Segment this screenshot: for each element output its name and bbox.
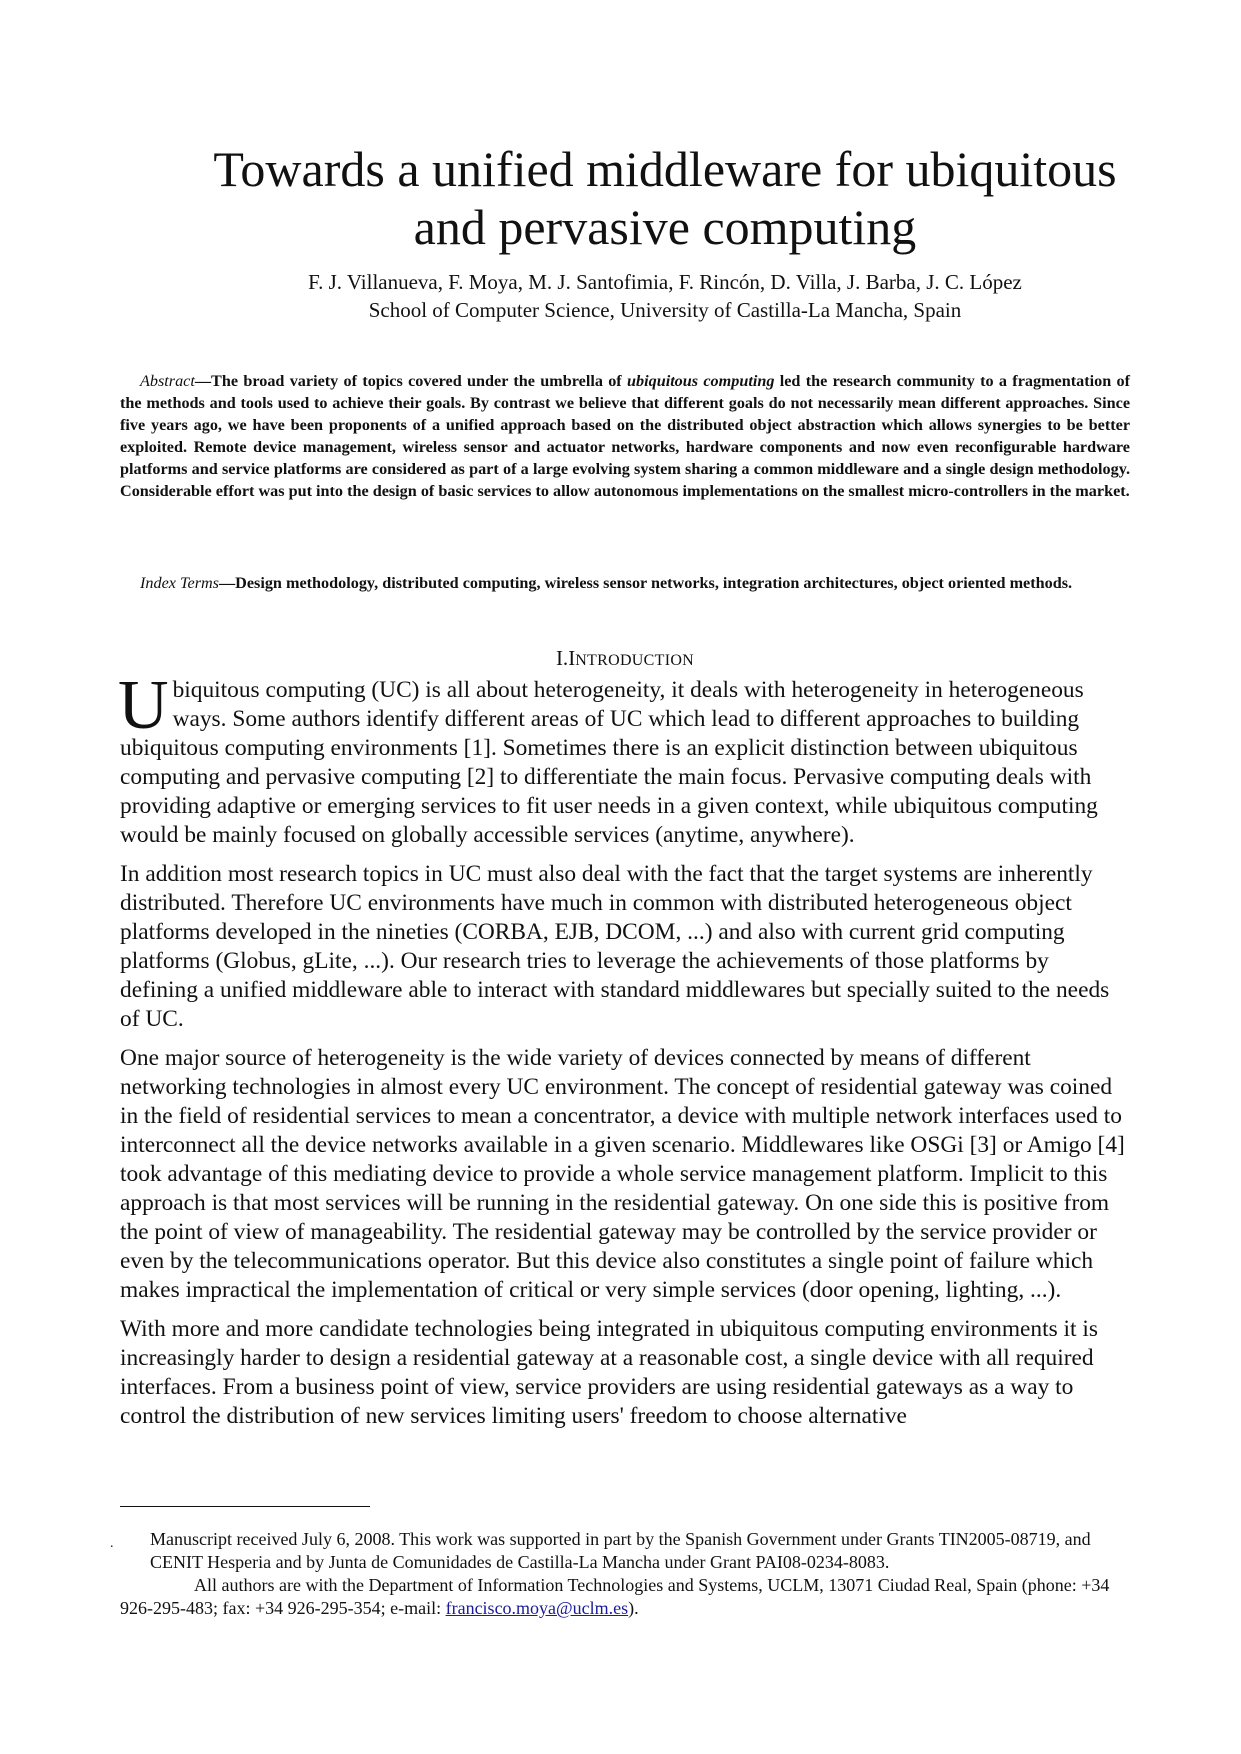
footnotes <box>110 1528 1130 1620</box>
footnote-2-text: All authors are with the Department of Information Technologies and Systems, UCLM, 13071 Ciudad Real, Spain (phone: +34 926-295-483; fax: +34 926-295-354; e-mail: <box>120 1575 1110 1618</box>
title-line-2: and pervasive computing <box>413 199 917 255</box>
footnote-marker: . <box>110 1536 114 1551</box>
footnote-2-end: ). <box>628 1598 639 1618</box>
section-title-rest: NTRODUCTION <box>575 652 695 669</box>
title-line-1: Towards a unified middleware for ubiquitous <box>213 141 1117 197</box>
abstract-dash: — <box>194 372 212 390</box>
paragraph-3: One major source of heterogeneity is the wide variety of devices connected by means of different networking technologies in almost every UC environment. The concept of residential gateway was coined in the field of residential services to mean a concentrator, a device with multiple network interfaces used to interconnect all the device networks available in a given scenario. Middlewares like OSGi [3] or Amigo [4] took advantage of this mediating device to provide a whole service management platform. Implicit to this approach is that most services will be running in the residential gateway. On one side this is positive from the point of view of manageability. The residential gateway may be controlled by the service provider or even by the telecommunications operator. But this device also constitutes a single point of failure which makes impractical the implementation of critical or very simple services (door opening, lighting, ...). <box>120 1045 1125 1303</box>
section-first-letter: I <box>568 646 576 670</box>
body-text <box>118 667 1130 1441</box>
abstract-text-1: The broad variety of topics covered under the umbrella of <box>211 372 627 390</box>
author-block <box>150 268 1180 324</box>
footnote-1-text: Manuscript received July 6, 2008. This work was supported in part by the Spanish Government under Grants TIN2005-08719, and CENIT Hesperia and by Junta de Comunidades de Castilla-La Mancha under Grant PAI08-0234-8083. <box>150 1529 1091 1572</box>
abstract <box>120 370 1130 502</box>
abstract-text-2: led the research community to a fragmentation of the methods and tools used to achieve their goals. By contrast we believe that different goals do not necessarily mean different approaches. Since five years ago, we have been proponents of a unified approach based on the distributed object abstraction which allows synergies to be better exploited. Remote device management, wireless sensor and actuator networks, hardware components and now even reconfigurable hardware platforms and service platforms are considered as part of a large evolving system sharing a common middleware and a single design methodology. Considerable effort was put into the design of basic services to allow autonomous implementations on the smallest micro-controllers in the market. <box>120 372 1130 500</box>
footnote-rule <box>120 1506 370 1507</box>
affiliation: School of Computer Science, University of Castilla-La Mancha, Spain <box>368 298 962 322</box>
index-terms-label: Index Terms <box>140 574 219 592</box>
abstract-emphasis: ubiquitous computing <box>627 372 775 390</box>
drop-cap: U <box>118 667 169 744</box>
footnote-1 <box>110 1528 1130 1574</box>
index-terms-text: Design methodology, distributed computing, wireless sensor networks, integration architectures, object oriented methods. <box>235 574 1073 592</box>
paragraph-1-text: biquitous computing (UC) is all about heterogeneity, it deals with heterogeneity in heterogeneous ways. Some authors identify different areas of UC which lead to different approaches to building ubiquitous computing environments [1]. Sometimes there is an explicit distinction between ubiquitous computing and pervasive computing [2] to differentiate the main focus. Pervasive computing deals with providing adaptive or emerging services to fit user needs in a given context, while ubiquitous computing would be mainly focused on globally accessible services (anytime, anywhere). <box>120 677 1098 848</box>
footnote-2 <box>120 1574 1130 1620</box>
abstract-label: Abstract <box>140 372 195 390</box>
author-list: F. J. Villanueva, F. Moya, M. J. Santofimia, F. Rincón, D. Villa, J. Barba, J. C. López <box>308 270 1022 294</box>
email-link[interactable]: francisco.moya@uclm.es <box>445 1598 629 1618</box>
paper-title <box>150 140 1180 256</box>
paragraph-4: With more and more candidate technologies being integrated in ubiquitous computing environments it is increasingly harder to design a residential gateway at a reasonable cost, a single device with all required interfaces. From a business point of view, service providers are using residential gateways as a way to control the distribution of new services limiting users' freedom to choose alternative <box>120 1316 1098 1429</box>
index-terms-dash: — <box>218 574 236 592</box>
section-number: I. <box>555 646 569 670</box>
index-terms <box>120 572 1130 594</box>
paragraph-1 <box>118 667 1130 850</box>
section-heading-introduction <box>120 644 1130 675</box>
paragraph-2: In addition most research topics in UC must also deal with the fact that the target systems are inherently distributed. Therefore UC environments have much in common with distributed heterogeneous object platforms developed in the nineties (CORBA, EJB, DCOM, ...) and also with current grid computing platforms (Globus, gLite, ...). Our research tries to leverage the achievements of those platforms by defining a unified middleware able to interact with standard middlewares but specially suited to the needs of UC. <box>120 861 1110 1032</box>
